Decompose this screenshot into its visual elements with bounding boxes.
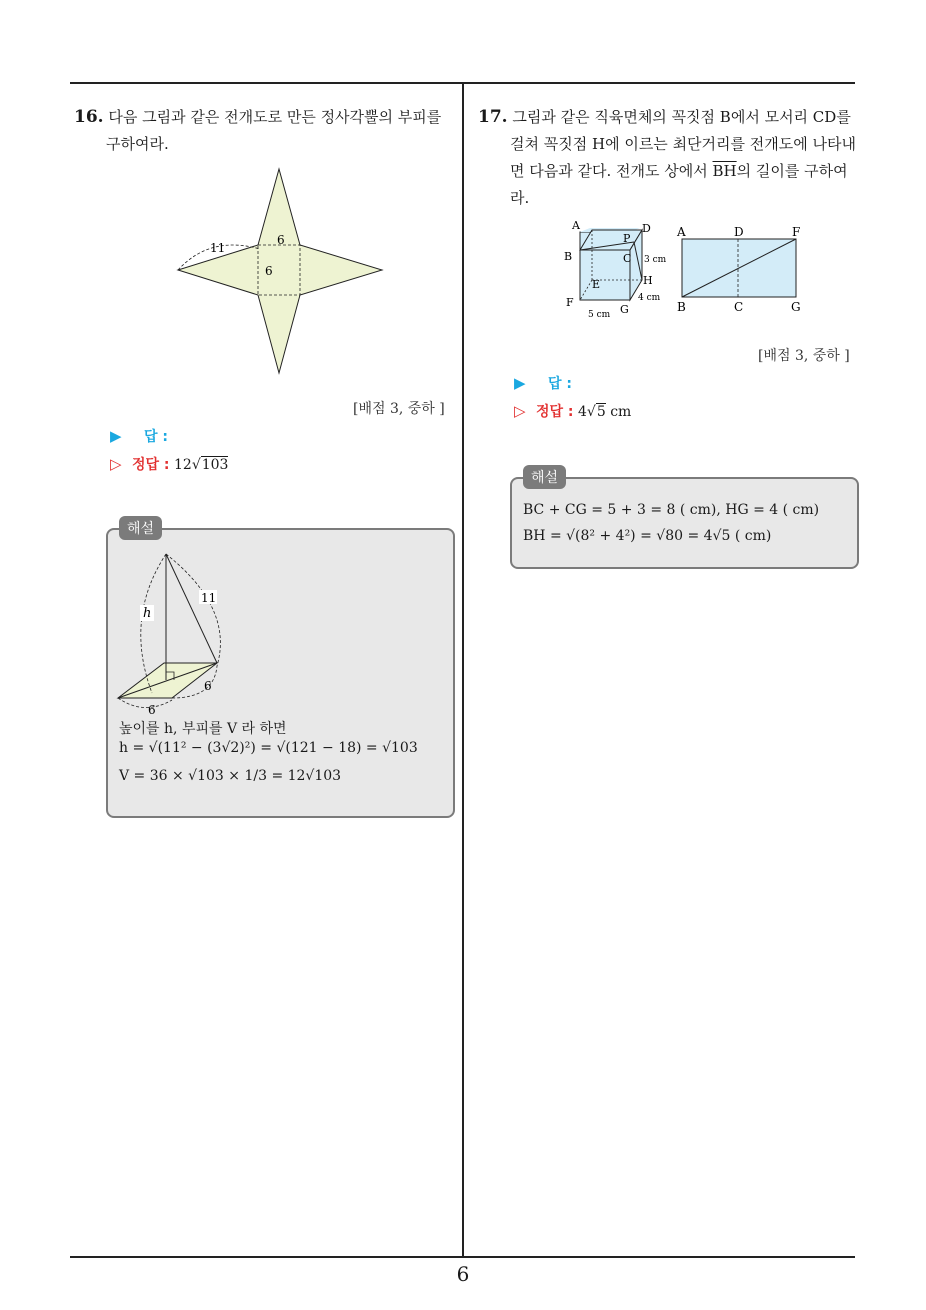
q16-explain-line1: 높이를 h, 부피를 V 라 하면 [119, 721, 287, 737]
q16-correct-row [110, 454, 228, 474]
svg-text:3 cm: 3 cm [644, 255, 667, 265]
bottom-rule [70, 1256, 855, 1258]
q17-explanation-box [510, 477, 859, 569]
q17-text: 17. 그림과 같은 직육면체의 꼭짓점 B에서 모서리 CD를 걸쳐 꼭짓점 H에 이르는 최단거리를 전개도에 나타내 면 다음과 같다. 전개도 상에서 $\overline{BH}$의 길이를 구하여 라. [478, 107, 856, 207]
svg-text:5 cm: 5 cm [588, 310, 611, 320]
svg-text:E: E [592, 278, 601, 291]
play-icon: ▶ [110, 427, 122, 445]
svg-text:A: A [572, 220, 580, 232]
play-icon: ▶ [514, 374, 526, 392]
q16-explain-eq2: V = 36 × √103 × 1/3 = 12√103 [119, 768, 342, 784]
q17-answer-label: 답 : [548, 376, 572, 392]
svg-text:C: C [623, 252, 632, 265]
q16-label-top: 6 [277, 233, 285, 247]
svg-text:P: P [623, 232, 631, 245]
q16-text: 16. 다음 그림과 같은 전개도로 만든 정사각뿔의 부피를 구하여라. [74, 107, 442, 153]
q17-answer-row [514, 373, 572, 393]
q16-label-side: 6 [265, 264, 273, 278]
q16-net-figure [170, 165, 390, 380]
q17-explain-tag: 해설 [523, 465, 566, 489]
svg-text:B: B [564, 250, 573, 263]
q17-number: 17. [478, 107, 508, 127]
q17-correct-row [514, 401, 631, 421]
q17-correct-label: 정답 : [536, 404, 574, 420]
q16-label-h: h [143, 606, 152, 621]
q16-answer-label: 답 : [144, 429, 168, 445]
q16-score: [배점 3, 중하 ] [353, 401, 445, 417]
q17-cuboid-figure [562, 220, 672, 325]
svg-text:F: F [566, 296, 574, 309]
svg-text:A: A [677, 225, 686, 239]
q16-label-base2: 6 [204, 679, 212, 693]
q16-number: 16. [74, 107, 104, 127]
svg-text:C: C [734, 300, 744, 314]
q16-explain-tag: 해설 [119, 516, 162, 540]
q16-answer-row [110, 426, 168, 446]
q16-correct-label: 정답 : [132, 457, 170, 473]
svg-text:B: B [677, 300, 686, 314]
page-number: 6 [456, 1262, 470, 1286]
q16-label-slant: 11 [210, 241, 226, 255]
q16-label-base1: 6 [148, 703, 156, 717]
q16-explain-eq1: h = √(11² − (3√2)²) = √(121 − 18) = √103 [119, 740, 418, 756]
q16-label-edge: 11 [201, 591, 217, 605]
q17-segment-bh: $\overline{BH}$ [712, 162, 737, 180]
q17-explain-eq1: BC + CG = 5 + 3 = 8 ( cm), HG = 4 ( cm) [523, 502, 820, 518]
svg-text:4 cm: 4 cm [638, 293, 661, 303]
svg-text:D: D [642, 222, 651, 235]
svg-text:G: G [620, 303, 629, 316]
play-outline-icon: ▷ [514, 402, 526, 420]
q17-score: [배점 3, 중하 ] [758, 348, 850, 364]
q17-correct-value: 4√5 cm [577, 404, 632, 420]
column-divider [462, 82, 464, 1258]
q16-pyramid-figure [114, 548, 244, 718]
q17-explain-eq2: BH = √(8² + 4²) = √80 = 4√5 ( cm) [523, 528, 772, 544]
q16-explanation-box [106, 528, 455, 818]
svg-text:D: D [734, 225, 744, 239]
play-outline-icon: ▷ [110, 455, 122, 473]
svg-text:H: H [643, 274, 653, 287]
svg-text:G: G [791, 300, 801, 314]
svg-text:F: F [792, 225, 801, 239]
q17-net-figure [674, 224, 809, 316]
q16-correct-value: 12√103 [173, 457, 229, 473]
